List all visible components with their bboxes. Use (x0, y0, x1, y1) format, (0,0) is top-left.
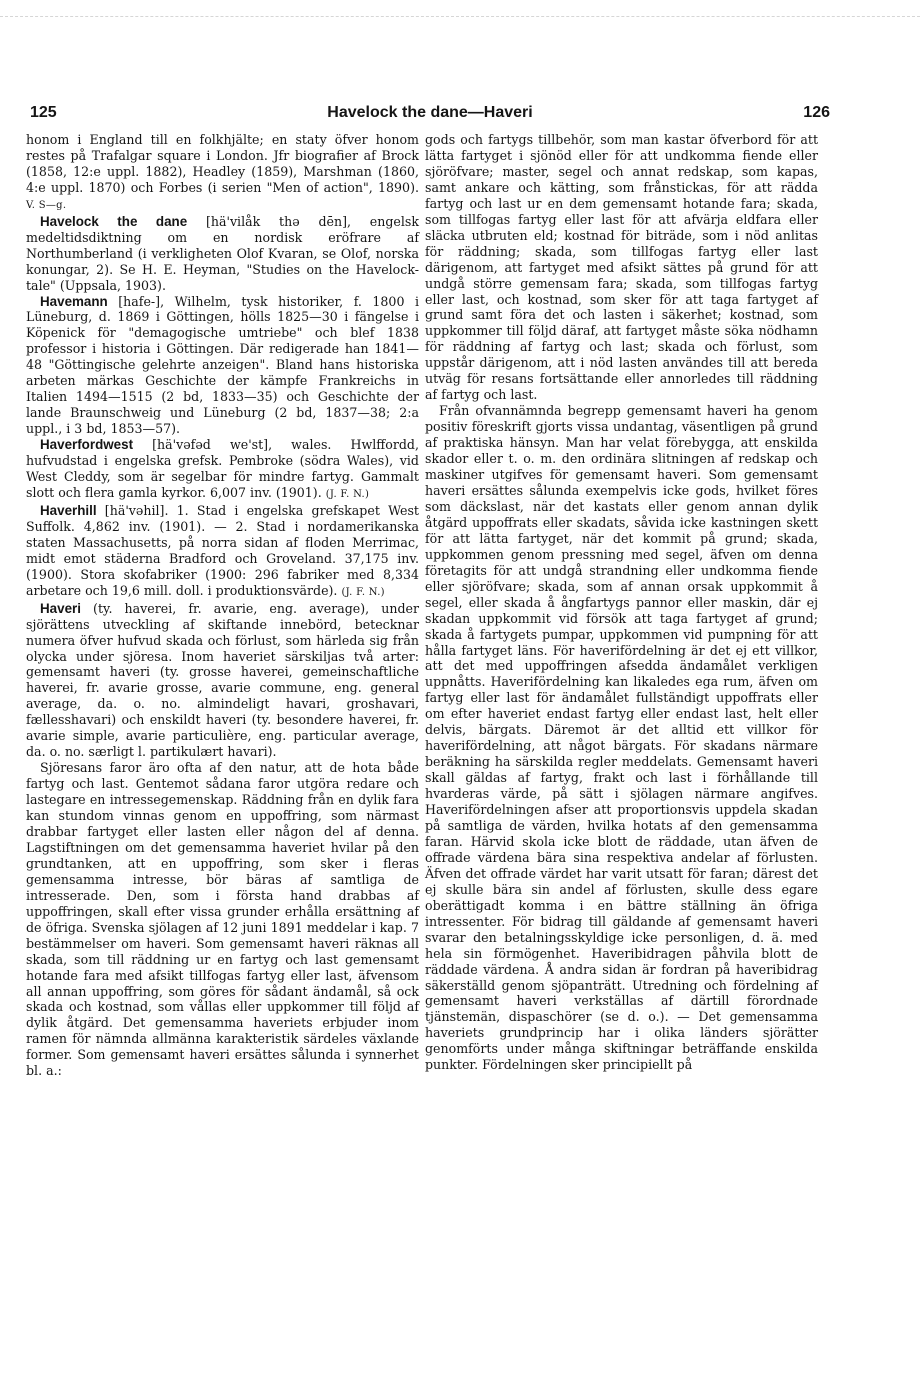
entry-haveri (26, 601, 419, 761)
page-number-right: 126 (803, 104, 830, 121)
page-number-left: 125 (30, 104, 57, 121)
haverhill-body: [hä'vəhil]. 1. Stad i engelska grefskapet West Suffolk. 4,862 inv. (1901). — 2. Stad i nordamerikanska staten Massachusetts, på norra sidan af floden Merrimac, midt emot städerna Bradford och Groveland. 37,175 inv. (1900). Stora skofabriker (1900: 296 fabriker med 8,334 arbetare och 19,6 mill. doll. i produktionsvärde). (26, 502, 419, 598)
intro-text: honom i England till en folkhjälte; en staty öfver honom restes på Trafalgar square i London. Jfr biografier af Brock (1858, 12:e uppl. 1882), Headley (1859), Marshman (1860, 4:e uppl. 1870) och Forbes (i serien "Men of action", 1890). (26, 132, 419, 195)
headword-haverfordwest: Haverfordwest (40, 437, 134, 453)
haverfordwest-signature: (J. F. N.) (325, 488, 370, 500)
headword-havemann: Havemann (40, 293, 108, 309)
entry-intro-continuation (26, 132, 419, 214)
headword-haverhill: Haverhill (40, 502, 97, 518)
running-title: Havelock the dane—Haveri (327, 104, 533, 121)
haverhill-signature: (J. F. N.) (341, 586, 385, 598)
paragraph-sjoresans: Sjöresans faror äro ofta af den natur, att de hota både fartyg och last. Gentemot sådana faror utgöra redare och lastegare en intressegemenskap. Räddning från en dylik fara kan stundom vinnas genom en uppoffring, som närmast drabbar fartyget eller lasten eller någon del af denna. Lagstiftningen om det gemensamma haveriet hvilar på den grundtanken, att en uppoffring, som sker i fleras gemensamma intresse, bör bäras af samtliga de intresserade. Den, som i första hand drabbas af uppoffringen, skall efter vissa grunder erhålla ersättning af de öfriga. Svenska sjölagen af 12 juni 1891 meddelar i kap. 7 bestämmelser om haveri. Som gemensamt haveri räknas all skada, som till räddning ur en fartyg och last gemensamt hotande fara med afsikt tillfogas fartyg eller last, äfvensom all annan uppoffring, som göres för sådant ändamål, så ock skada och kostnad, som vållas eller uppkommer till följd af dylik åtgärd. Det gemensamma haveriets erbjuder inom ramen för nämnda allmänna karakteristik särdeles växlande former. Som gemensamt haveri ersättes sålunda i synnerhet bl. a.: (26, 760, 419, 1079)
intro-signature: V. S—g. (26, 199, 67, 211)
right-column (425, 132, 818, 1073)
scan-top-rule (0, 16, 920, 17)
haverfordwest-body: [hä'vəfəd we'st], wales. Hwlffordd, hufvudstad i engelska grefsk. Pembroke (södra Wales), vid West Cleddy, som är segelbar för mindre fartyg. Gammalt slott och flera gamla kyrkor. 6,007 inv. (1901). (26, 437, 419, 500)
paragraph-fran: Från ofvannämnda begrepp gemensamt haveri ha genom positiv föreskrift gjorts vissa undantag, väsentligen på grund af praktiska hänsyn. Man har velat förebygga, att enskilda skador eller t. o. m. den ordinära slitningen af redskap och maskiner utgifves för gemensamt haveri. Som gemensamt haveri ersättes sålunda exempelvis icke gods, hvilket föres som däckslast, när det kastats eller genom annan dylik åtgärd uppoffrats eller skadats, såvida icke kastningen skett för att lätta fartyget, när det kommit på grund; skada, uppkommen genom pressning med segel, äfven om denna företagits för att undgå strandning eller undkomma fiende eller sjöröfvare; skada, som af annan orsak uppkommit å segel, eller skada å ångfartygs pannor eller maskin, där ej skadan uppkommit vid försök att taga fartyget af grund; skada å fartygets pumpar, uppkommen vid pumpning för att hålla fartyget läns. För haverifördelning är det ej ett villkor, att det med uppoffringen afsedda ändamålet verkligen uppnåtts. Haverifördelning kan likaledes ega rum, äfven om fartyg eller last för ändamålet fullständigt uppoffrats eller om efter haveriet endast fartyg eller endast last, helt eller delvis, bärgats. Däremot är det alltid ett villkor för haverifördelning, att något bärgats. För skadans närmare beräkning ha särskilda regler meddelats. Gemensamt haveri skall gäldas af fartyg, frakt och last i förhållande till hvarderas värde, på sätt i sjölagen närmare angifves. Haverifördelningen afser att proportionsvis uppdela skadan på samtliga de värden, hvilka hotats af den gemensamma faran. Härvid skola icke blott de räddade, utan äfven de offrade värdena bära sina respektiva andelar af förlusten. Äfven det offrade värdet har varit utsatt för faran; därest det ej skulle bära sin andel af förlusten, skulle dess egare oberättigadt komma i en bättre ställning än öfriga intressenter. För bidrag till gäldande af gemensamt haveri svarar den betalningsskyldige icke personligen, d. ä. med hela sin förmögenhet. Haveribidragen påhvila blott de räddade värdena. Å andra sidan är fordran på haveribidrag säkerställd genom sjöpanträtt. Utredning och fördelning af gemensamt haveri verkställas af därtill förordnade tjänstemän, dispaschörer (se d. o.). — Det gemensamma haveriets grundprincip har i olika länders sjörätter genomförts under många skiftningar beträffande enskilda punkter. Fördelningen sker principiellt på (425, 403, 818, 1073)
page-header (30, 104, 830, 126)
left-column (26, 132, 419, 1079)
entry-haverhill (26, 503, 419, 601)
headword-haveri: Haveri (40, 600, 81, 616)
headword-havelock: Havelock the dane (40, 213, 188, 229)
haveri-body: (ty. haverei, fr. avarie, eng. average), under sjörättens utveckling af skiftande innebörd, betecknar numera öfver hufvud skada och förlust, som härleda sig från olycka under sjöresa. Inom haveriet särskiljas två arter: gemensamt haveri (ty. grosse haverei, gemeinschaftliche haverei, fr. avarie grosse, avarie commune, eng. general average, da. o. no. almindeligt havari, groshavari, fællesshavari) och enskildt haveri (ty. besondere haverei, fr. avarie simple, avarie particulière, eng. particular average, da. o. no. særligt l. partikulært havari). (26, 600, 419, 760)
paragraph-continuation: gods och fartygs tillbehör, som man kastar öfverbord för att lätta fartyget i sjönöd eller för att undkomma fiende eller sjöröfvare; master, segel och annat redskap, som kapas, samt ankare och kätting, som frånstickas, för att rädda fartyg och last ur en dem gemensamt hotande fara; skada, som tillfogas fartyg eller last för att afvärja eldfara eller släcka utbruten eld; kostnad för biträde, som i nöd anlitas för räddning; skada, som tillfogas fartyg eller last därigenom, att fartyget med afsikt sättes på grund för att undgå större gemensam fara; skada, som tillfogas fartyg eller last, och kostnad, som sker för att taga fartyget af grund samt föra det och lasten i säkerhet; kostnad, som uppkommer till följd däraf, att fartyget måste söka nödhamn för räddning af fartyg och last; skada och förlust, som uppstår därigenom, att i nöd lasten användes till att bereda utväg för resans fortsättande eller annorledes till räddning af fartyg och last. (425, 132, 818, 403)
entry-havemann (26, 294, 419, 438)
entry-havelock (26, 214, 419, 294)
havemann-body: [hafe-], Wilhelm, tysk historiker, f. 1800 i Lüneburg, d. 1869 i Göttingen, hölls 1825—30 i fängelse i Köpenick för "demagogische umtriebe" och blef 1838 professor i historia i Göttingen. Där redigerade han 1841—48 "Göttingische gelehrte anzeigen". Bland hans historiska arbeten märkas Geschichte der kämpfe Frankreichs in Italien 1494—1515 (2 bd, 1833—35) och Geschichte der lande Braunschweig und Lüneburg (2 bd, 1837—38; 2:a uppl., i 3 bd, 1853—57). (26, 293, 419, 437)
havelock-body: [hä'vilåk thə dēn], engelsk medeltidsdiktning om en nordisk eröfrare af Northumberland (i verkligheten Olof Kvaran, se Olof, norska konungar, 2). Se H. E. Heyman, "Studies on the Havelock-tale" (Uppsala, 1903). (26, 213, 419, 293)
entry-haverfordwest (26, 437, 419, 503)
